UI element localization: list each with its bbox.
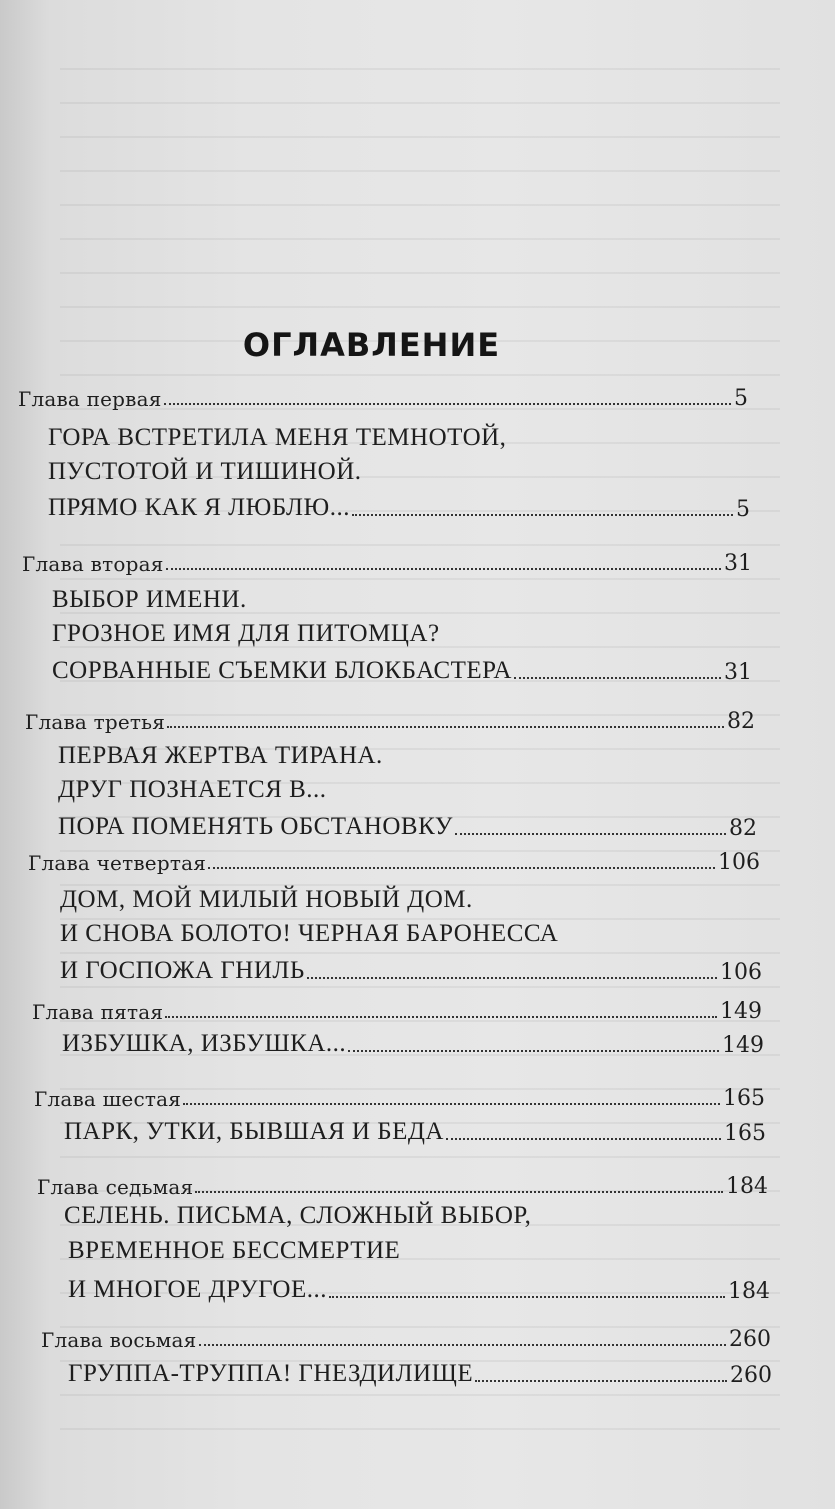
chapter-subtitle-line: ДРУГ ПОЗНАЕТСЯ В... — [58, 776, 327, 803]
chapter-entry — [37, 1169, 768, 1199]
subtitle-page-number: 260 — [730, 1363, 772, 1388]
dot-leader — [195, 1189, 723, 1193]
chapter-entry — [41, 1322, 771, 1352]
page-title: ОГЛАВЛЕНИЕ — [242, 326, 501, 364]
chapter-entry — [32, 994, 762, 1024]
chapter-entry — [34, 1081, 765, 1111]
subtitle-label: ПАРК, УТКИ, БЫВШАЯ И БЕДА — [64, 1118, 444, 1145]
subtitle-entry — [48, 492, 750, 522]
dot-leader — [165, 1014, 717, 1018]
chapter-entry — [25, 704, 755, 734]
dot-leader — [164, 401, 731, 405]
dot-leader — [329, 1294, 725, 1298]
chapter-page-number: 106 — [718, 850, 760, 875]
subtitle-label: ПОРА ПОМЕНЯТЬ ОБСТАНОВКУ — [58, 813, 453, 840]
chapter-subtitle-line: СЕЛЕНЬ. ПИСЬМА, СЛОЖНЫЙ ВЫБОР, — [64, 1202, 532, 1229]
subtitle-label: ИЗБУШКА, ИЗБУШКА... — [62, 1030, 347, 1057]
subtitle-page-number: 149 — [722, 1033, 764, 1058]
subtitle-label: СОРВАННЫЕ СЪЕМКИ БЛОКБАСТЕРА — [52, 657, 512, 684]
subtitle-entry — [62, 1028, 764, 1058]
chapter-page-number: 260 — [729, 1327, 771, 1352]
subtitle-page-number: 5 — [736, 497, 750, 522]
chapter-subtitle-line: И СНОВА БОЛОТО! ЧЕРНАЯ БАРОНЕССА — [60, 920, 559, 947]
show-through-texture — [60, 40, 780, 1440]
subtitle-entry — [68, 1358, 772, 1388]
subtitle-label: ГРУППА-ТРУППА! ГНЕЗДИЛИЩЕ — [68, 1360, 474, 1387]
subtitle-label: И ГОСПОЖА ГНИЛЬ — [60, 957, 305, 984]
subtitle-page-number: 82 — [729, 816, 757, 841]
subtitle-label: ПРЯМО КАК Я ЛЮБЛЮ... — [48, 494, 350, 521]
chapter-entry — [18, 381, 748, 411]
subtitle-entry — [64, 1116, 766, 1146]
subtitle-page-number: 165 — [724, 1121, 766, 1146]
chapter-subtitle-line: ДОМ, МОЙ МИЛЫЙ НОВЫЙ ДОМ. — [60, 886, 473, 913]
dot-leader — [446, 1136, 721, 1140]
dot-leader — [167, 724, 724, 728]
chapter-entry — [22, 546, 752, 576]
chapter-label: Глава пятая — [32, 1000, 164, 1024]
chapter-page-number: 5 — [734, 386, 748, 411]
chapter-label: Глава вторая — [22, 552, 164, 576]
subtitle-entry — [52, 655, 752, 685]
chapter-label: Глава третья — [25, 710, 166, 734]
chapter-page-number: 82 — [727, 709, 755, 734]
dot-leader — [307, 975, 717, 979]
chapter-label: Глава восьмая — [41, 1328, 197, 1352]
subtitle-entry — [68, 1274, 770, 1304]
chapter-page-number: 184 — [726, 1174, 768, 1199]
chapter-page-number: 31 — [724, 551, 752, 576]
dot-leader — [475, 1378, 727, 1382]
subtitle-page-number: 106 — [720, 960, 762, 985]
dot-leader — [348, 1048, 719, 1052]
chapter-subtitle-line: ВЫБОР ИМЕНИ. — [52, 586, 247, 613]
chapter-page-number: 149 — [720, 999, 762, 1024]
chapter-entry — [28, 845, 760, 875]
chapter-label: Глава седьмая — [37, 1175, 194, 1199]
chapter-subtitle-line: ГРОЗНОЕ ИМЯ ДЛЯ ПИТОМЦА? — [52, 620, 440, 647]
subtitle-entry — [60, 955, 762, 985]
subtitle-label: И МНОГОЕ ДРУГОЕ... — [68, 1276, 327, 1303]
dot-leader — [352, 512, 733, 516]
subtitle-page-number: 31 — [724, 660, 752, 685]
dot-leader — [166, 566, 721, 570]
subtitle-entry — [58, 811, 757, 841]
subtitle-page-number: 184 — [728, 1279, 770, 1304]
chapter-subtitle-line: ПУСТОТОЙ И ТИШИНОЙ. — [48, 458, 362, 485]
dot-leader — [183, 1101, 720, 1105]
chapter-page-number: 165 — [723, 1086, 765, 1111]
chapter-subtitle-line: ПЕРВАЯ ЖЕРТВА ТИРАНА. — [58, 742, 383, 769]
chapter-subtitle-line: ГОРА ВСТРЕТИЛА МЕНЯ ТЕМНОТОЙ, — [48, 424, 507, 451]
dot-leader — [514, 675, 721, 679]
chapter-label: Глава шестая — [34, 1087, 182, 1111]
dot-leader — [199, 1342, 726, 1346]
chapter-label: Глава первая — [18, 387, 162, 411]
dot-leader — [208, 865, 715, 869]
dot-leader — [455, 831, 726, 835]
chapter-label: Глава четвертая — [28, 851, 207, 875]
chapter-subtitle-line: ВРЕМЕННОЕ БЕССМЕРТИЕ — [68, 1237, 401, 1264]
